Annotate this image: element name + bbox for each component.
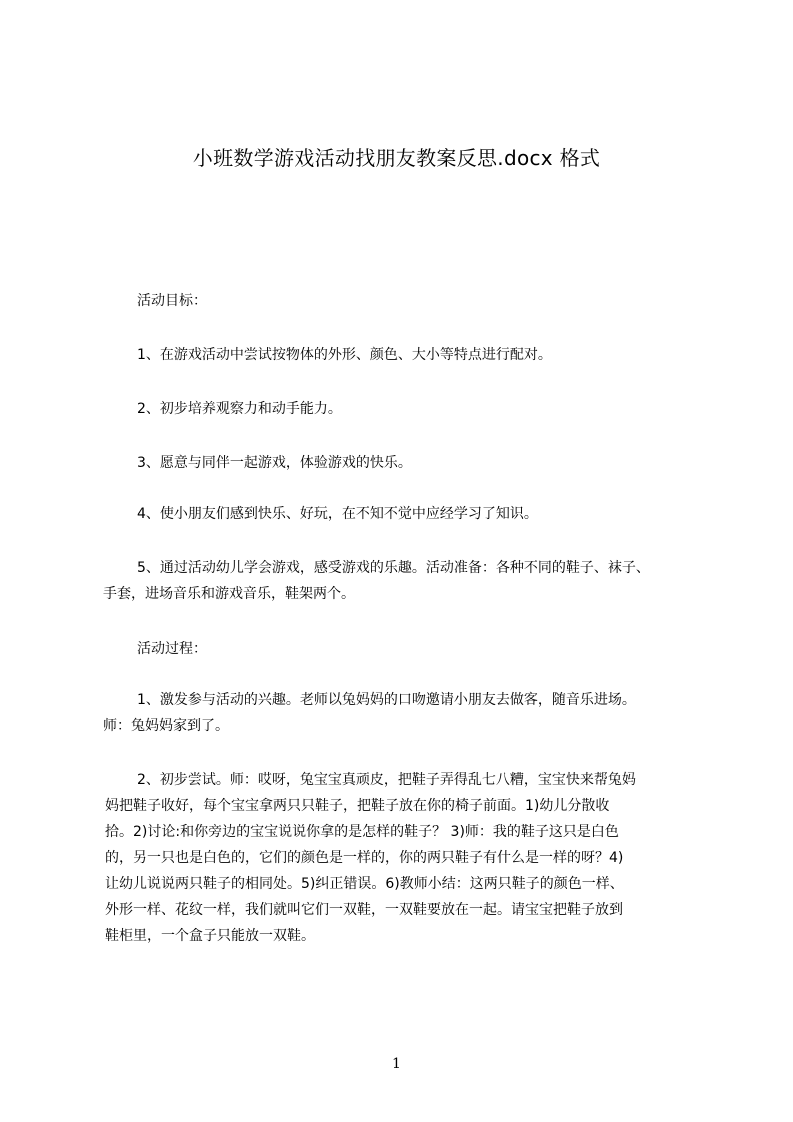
paragraph-process-heading bbox=[137, 636, 757, 662]
paragraph-goal-4 bbox=[137, 501, 757, 527]
page-number: 1 bbox=[392, 1056, 401, 1072]
paragraph-goal-3 bbox=[137, 450, 757, 476]
paragraph-line: 拾。2)讨论:和你旁边的宝宝说说你拿的是怎样的鞋子？ 3)师：我的鞋子这只是白色 bbox=[105, 824, 619, 840]
paragraph-line: 1、激发参与活动的兴趣。老师以兔妈妈的口吻邀请小朋友去做客，随音乐进场。 bbox=[137, 692, 636, 708]
paragraph-line: 5、通过活动幼儿学会游戏，感受游戏的乐趣。活动准备：各种不同的鞋子、袜子、 bbox=[137, 560, 650, 576]
paragraph-line: 2、初步尝试。师：哎呀，兔宝宝真顽皮，把鞋子弄得乱七八糟，宝宝快来帮兔妈 bbox=[137, 772, 636, 788]
paragraph-step-1 bbox=[103, 687, 723, 739]
paragraph-line: 鞋柜里，一个盒子只能放一双鞋。 bbox=[105, 928, 315, 944]
paragraph-goal-5-and-preparation bbox=[103, 555, 723, 607]
paragraph-line: 师：兔妈妈家到了。 bbox=[103, 718, 229, 734]
paragraph-line: 的，另一只也是白色的，它们的颜色是一样的，你的两只鞋子有什么是一样的呀？4) bbox=[105, 850, 624, 866]
paragraph-line: 3、愿意与同伴一起游戏，体验游戏的快乐。 bbox=[137, 455, 412, 471]
paragraph-line: 活动过程： bbox=[137, 641, 207, 657]
paragraph-goal-2 bbox=[137, 396, 757, 422]
paragraph-line: 妈把鞋子收好，每个宝宝拿两只只鞋子，把鞋子放在你的椅子前面。1)幼儿分散收 bbox=[105, 798, 610, 814]
paragraph-line: 4、使小朋友们感到快乐、好玩，在不知不觉中应经学习了知识。 bbox=[137, 506, 538, 522]
paragraph-goal-1 bbox=[137, 342, 757, 368]
paragraph-line: 外形一样、花纹一样，我们就叫它们一双鞋，一双鞋要放在一起。请宝宝把鞋子放到 bbox=[105, 902, 623, 918]
paragraph-line: 1、在游戏活动中尝试按物体的外形、颜色、大小等特点进行配对。 bbox=[137, 347, 552, 363]
paragraph-line: 手套，进场音乐和游戏音乐，鞋架两个。 bbox=[103, 586, 355, 602]
paragraph-activity-goals-heading bbox=[137, 288, 757, 314]
paragraph-step-2 bbox=[105, 767, 725, 949]
paragraph-line: 活动目标： bbox=[137, 293, 207, 309]
paragraph-line: 让幼儿说说两只鞋子的相同处。5)纠正错误。6)教师小结：这两只鞋子的颜色一样、 bbox=[105, 876, 624, 892]
paragraph-line: 2、初步培养观察力和动手能力。 bbox=[137, 401, 342, 417]
document-title: 小班数学游戏活动找朋友教案反思.docx 格式 bbox=[192, 146, 601, 170]
